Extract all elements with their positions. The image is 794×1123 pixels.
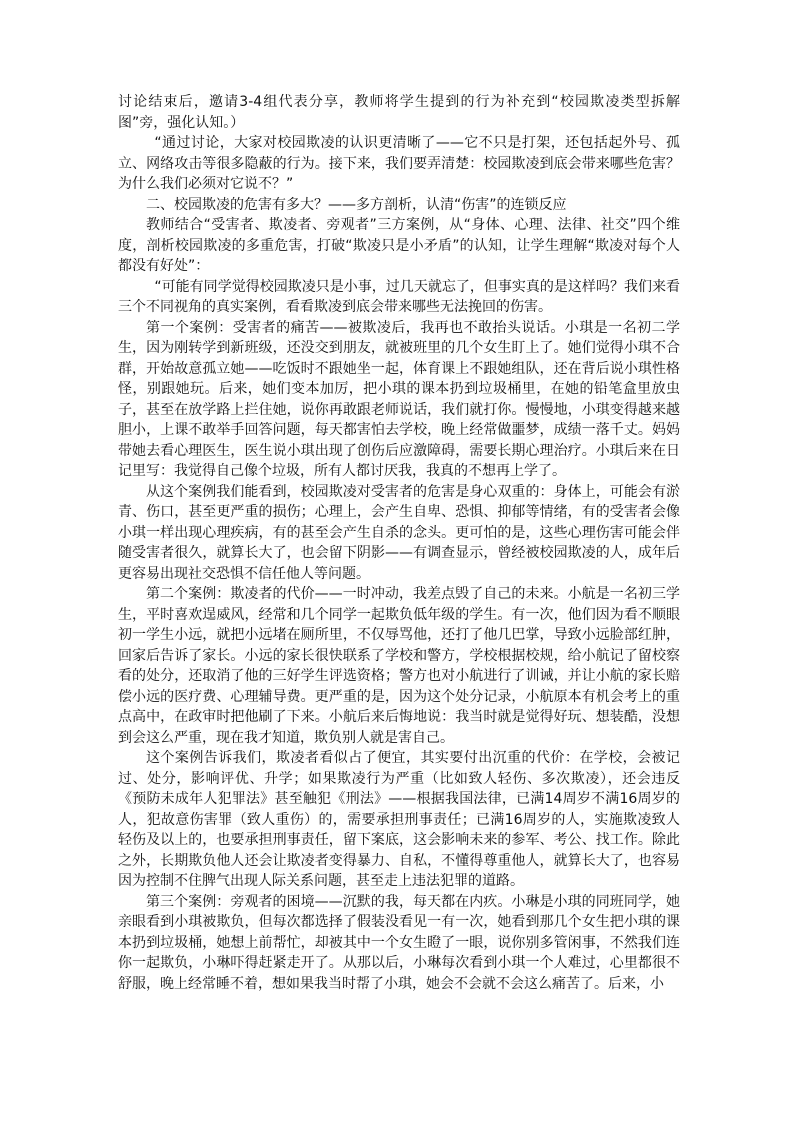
paragraph-discussion-wrapup: 讨论结束后，邀请3-4组代表分享，教师将学生提到的行为补充到“校园欺凌类型拆解图”旁，强化认知。）	[118, 94, 680, 131]
paragraph-case-bully: 第二个案例：欺凌者的代价——一时冲动，我差点毁了自己的未来。小航是一名初三学生，平时喜欢逞威风，经常和几个同学一起欺负低年级的学生。有一次，他们因为看不顺眼初一学生小远，就把小远堵在厕所里，不仅辱骂他，还打了他几巴掌，导致小远脸部红肿，回家后告诉了家长。小远的家长很快联系了学校和警方，学校根据校规，给小航记了留校察看的处分，还取消了他的三好学生评选资格；警方也对小航进行了训诫，并让小航的家长赔偿小远的医疗费、心理辅导费。更严重的是，因为这个处分记录，小航原本有机会考上的重点高中，在政审时把他刷了下来。小航后来后悔地说：我当时就是觉得好玩、想装酷，没想到会这么严重，现在我才知道，欺负别人就是害自己。	[118, 586, 680, 746]
paragraph-case-victim: 第一个案例：受害者的痛苦——被欺凌后，我再也不敢抬头说话。小琪是一名初二学生，因为刚转学到新班级，还没交到朋友，就被班里的几个女生盯上了。她们觉得小琪不合群，开始故意孤立她——吃饭时不跟她坐一起，体育课上不跟她组队，还在背后说小琪性格怪，别跟她玩。后来，她们变本加厉，把小琪的课本扔到垃圾桶里，在她的铅笔盒里放虫子，甚至在放学路上拦住她，说你再敢跟老师说话，我们就打你。慢慢地，小琪变得越来越胆小，上课不敢举手回答问题，每天都害怕去学校，晚上经常做噩梦，成绩一落千丈。妈妈带她去看心理医生，医生说小琪出现了创伤后应激障碍，需要长期心理治疗。小琪后来在日记里写：我觉得自己像个垃圾，所有人都讨厌我，我真的不想再上学了。	[118, 319, 680, 479]
paragraph-harm-intro: 教师结合“受害者、欺凌者、旁观者”三方案例，从“身体、心理、法律、社交”四个维度，剖析校园欺凌的多重危害，打破“欺凌只是小矛盾”的认知，让学生理解“欺凌对每个人都没有好处”：	[118, 217, 680, 274]
paragraph-case-bystander: 第三个案例：旁观者的困境——沉默的我，每天都在内疚。小琳是小琪的同班同学，她亲眼看到小琪被欺负，但每次都选择了假装没看见一有一次，她看到那几个女生把小琪的课本扔到垃圾桶，她想上前帮忙，却被其中一个女生瞪了一眼，说你别多管闲事，不然我们连你一起欺负，小琳吓得赶紧走开了。从那以后，小琳每次看到小琪一个人难过，心里都很不舒服，晚上经常睡不着，想如果我当时帮了小琪，她会不会就不会这么痛苦了。后来，小	[118, 893, 680, 992]
paragraph-bully-analysis: 这个案例告诉我们，欺凌者看似占了便宜，其实要付出沉重的代价：在学校，会被记过、处分，影响评优、升学；如果欺凌行为严重（比如致人轻伤、多次欺凌），还会违反《预防未成年人犯罪法》甚至触犯《刑法》——根据我国法律，已满14周岁不满16周岁的人，犯故意伤害罪（致人重伤）的，需要承担刑事责任；已满16周岁的人，实施欺凌致人轻伤及以上的，也要承担刑事责任，留下案底，这会影响未来的参军、考公、找工作。除此之外，长期欺负他人还会让欺凌者变得暴力、自私，不懂得尊重他人，就算长大了，也容易因为控制不住脾气出现人际关系问题，甚至走上违法犯罪的道路。	[118, 750, 680, 889]
paragraph-case-intro: “可能有同学觉得校园欺凌只是小事，过几天就忘了，但事实真的是这样吗？我们来看三个不同视角的真实案例，看看欺凌到底会带来哪些无法挽回的伤害。	[118, 278, 680, 315]
document-page	[118, 92, 680, 994]
paragraph-victim-analysis: 从这个案例我们能看到，校园欺凌对受害者的危害是身心双重的：身体上，可能会有淤青、伤口，甚至更严重的损伤；心理上，会产生自卑、恐惧、抑郁等情绪，有的受害者会像小琪一样出现心理疾病，有的甚至会产生自杀的念头。更可怕的是，这些心理伤害可能会伴随受害者很久，就算长大了，也会留下阴影——有调查显示，曾经被校园欺凌的人，成年后更容易出现社交恐惧不信任他人等问题。	[118, 483, 680, 582]
paragraph-teacher-transition: “通过讨论，大家对校园欺凌的认识更清晰了——它不只是打架，还包括起外号、孤立、网络攻击等很多隐蔽的行为。接下来，我们要弄清楚：校园欺凌到底会带来哪些危害？为什么我们必须对它说不？”	[118, 135, 680, 192]
section-heading-harm: 二、校园欺凌的危害有多大？——多方剖析，认清“伤害”的连锁反应	[146, 196, 567, 213]
